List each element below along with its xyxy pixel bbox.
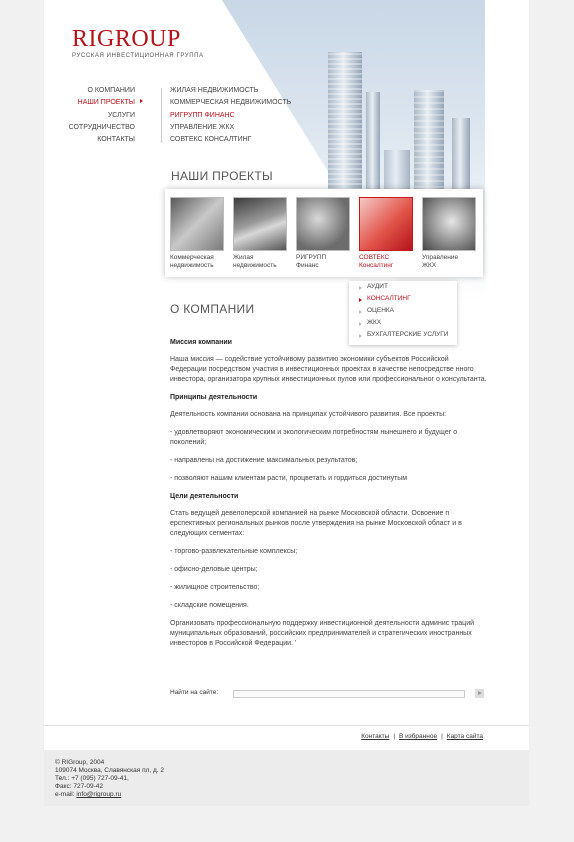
footer-links (361, 733, 483, 740)
subnav-item-housing-management[interactable]: УПРАВЛЕНИЕ ЖКХ (170, 123, 235, 131)
principles-intro: Деятельность компании основана на принципах устойчивого развития. Все проекты: (170, 411, 447, 418)
fax: Факс: 727-09-42 (55, 783, 103, 790)
nav-item-services[interactable]: УСЛУГИ (69, 112, 143, 124)
principle-item: - позволяют нашим клиентам расти, процветать и гордиться достинутым (170, 475, 408, 482)
goal-item: - офисно-деловые центры; (170, 566, 258, 573)
goal-item: - складские помещения. (170, 602, 249, 609)
nav-marker (140, 87, 143, 91)
principles-heading: Принципы деятельности (170, 394, 258, 401)
skyscraper-graphic (366, 92, 380, 200)
goals-intro: Стать ведущей девелоперской компанией на рынке Московской области. Освоение п ерспективных региональных рынков после утверждения на рынке Московской област и в следующих сегментах: (170, 510, 462, 537)
nav-item-projects[interactable]: НАШИ ПРОЕКТЫ (69, 99, 143, 111)
about-content (170, 338, 487, 657)
principle-item: - направлены на достижение максимальных результатов; (170, 457, 358, 464)
nav-item-cooperation[interactable]: СОТРУДНИЧЕСТВО (69, 124, 143, 136)
principle-item: - удовлетворяют экономическим и экологическим потребностям нынешнего и будущег о поколений; (170, 429, 458, 446)
skyscraper-graphic (414, 90, 444, 200)
goals-heading: Цели деятельности (170, 493, 239, 500)
project-card-commercial[interactable] (170, 197, 224, 270)
nav-marker (140, 136, 143, 140)
project-caption: РИГРУПП Финанс (296, 254, 327, 269)
nav-item-about[interactable]: О КОМПАНИИ (69, 87, 143, 99)
bullet-icon (359, 298, 362, 302)
footer-link-sitemap[interactable]: Карта сайта (446, 733, 483, 740)
projects-panel (165, 189, 483, 277)
logo[interactable] (72, 26, 181, 53)
footer-link-contacts[interactable]: Контакты (361, 733, 390, 740)
logo-text: RIGROUP (72, 26, 181, 52)
bullet-icon (359, 310, 362, 314)
nav-marker (140, 124, 143, 128)
project-caption: Жилая недвижимость (233, 254, 277, 269)
skyscraper-graphic (452, 118, 470, 200)
project-caption: СОВТЕКС Консалтинг (359, 254, 394, 269)
project-caption: Управление ЖКХ (422, 254, 459, 269)
project-card-sovtex-consulting[interactable] (359, 197, 413, 270)
services-dropdown (349, 281, 457, 345)
dropdown-item-accounting[interactable]: БУХГАЛТЕРСКИЕ УСЛУГИ (349, 331, 457, 343)
about-heading: О КОМПАНИИ (170, 302, 255, 316)
goal-item: - торгово-развлекательные комплексы; (170, 548, 298, 555)
interior-photo-icon (233, 197, 287, 251)
subnav-item-rigroup-finance[interactable]: РИГРУПП ФИНАНС (170, 111, 235, 119)
worker-photo-icon (422, 197, 476, 251)
search-input[interactable] (233, 690, 465, 698)
tagline: РУССКАЯ ИНВЕСТИЦИОННАЯ ГРУППА (72, 53, 204, 59)
dropdown-item-consulting[interactable]: КОНСАЛТИНГ (349, 295, 457, 307)
projects-heading: НАШИ ПРОЕКТЫ (171, 169, 273, 183)
nav-item-contacts[interactable]: КОНТАКТЫ (69, 136, 143, 148)
project-caption: Коммерческая недвижимость (170, 254, 214, 269)
search-submit-button[interactable] (475, 689, 484, 698)
closing-text: Организовать профессиональную поддержку инвестиционной деятельности админис траций муниципальных образований, российских предпринимателей и стратегических иностранных инвесторов в Российской Федерации. ' (170, 620, 475, 647)
address: 109074 Москва, Славянская пл, д. 2 (55, 767, 165, 774)
project-card-rigroup-finance[interactable] (296, 197, 350, 270)
search-label: Найти на сайте: (170, 689, 219, 696)
email-link[interactable]: info@rigroup.ru (76, 791, 122, 798)
link-separator: | (393, 733, 396, 740)
nav-marker (140, 112, 143, 116)
subnav-item-residential[interactable]: ЖИЛАЯ НЕДВИЖИМОСТЬ (170, 87, 259, 94)
link-separator: | (441, 733, 443, 740)
arrow-right-icon (140, 99, 143, 103)
bullet-icon (359, 322, 362, 326)
bullet-icon (359, 286, 362, 290)
meeting-photo-icon (296, 197, 350, 251)
dropdown-item-valuation[interactable]: ОЦЕНКА (349, 307, 457, 319)
mission-heading: Миссия компании (170, 339, 232, 346)
project-card-housing-management[interactable] (422, 197, 476, 270)
subnav-item-commercial[interactable]: КОММЕРЧЕСКАЯ НЕДВИЖИМОСТЬ (170, 99, 292, 107)
dropdown-item-housing[interactable]: ЖКХ (349, 319, 457, 331)
main-nav (69, 87, 143, 148)
footer-divider (44, 725, 529, 726)
goal-item: - жилищное строительство; (170, 584, 260, 591)
nav-divider (161, 88, 162, 143)
footer-link-bookmark[interactable]: В избранное (399, 733, 438, 740)
email-line: e-mail: info@rigroup.ru (55, 791, 122, 798)
keyboard-photo-icon (359, 197, 413, 251)
subnav-item-sovtex-consulting[interactable]: СОВТЕКС КОНСАЛТИНГ (170, 136, 252, 144)
skyscraper-graphic (328, 52, 362, 200)
copyright: © RIGroup, 2004 (55, 759, 105, 766)
dropdown-item-audit[interactable]: АУДИТ (349, 283, 457, 295)
footer-contact-info (55, 759, 164, 799)
mission-text: Наша миссия — содействие устойчивому развитию экономики субъектов Российской Федерации посредством участия в инвестиционных проектах в качестве непосредстве нного инвестора, организатора крупных инвестиционных пулов или профессиональног о консультанта. (170, 356, 487, 383)
phone: Тел.: +7 (095) 727-09-41, (55, 775, 129, 782)
project-card-residential[interactable] (233, 197, 287, 270)
sub-nav (170, 87, 291, 148)
building-photo-icon (170, 197, 224, 251)
